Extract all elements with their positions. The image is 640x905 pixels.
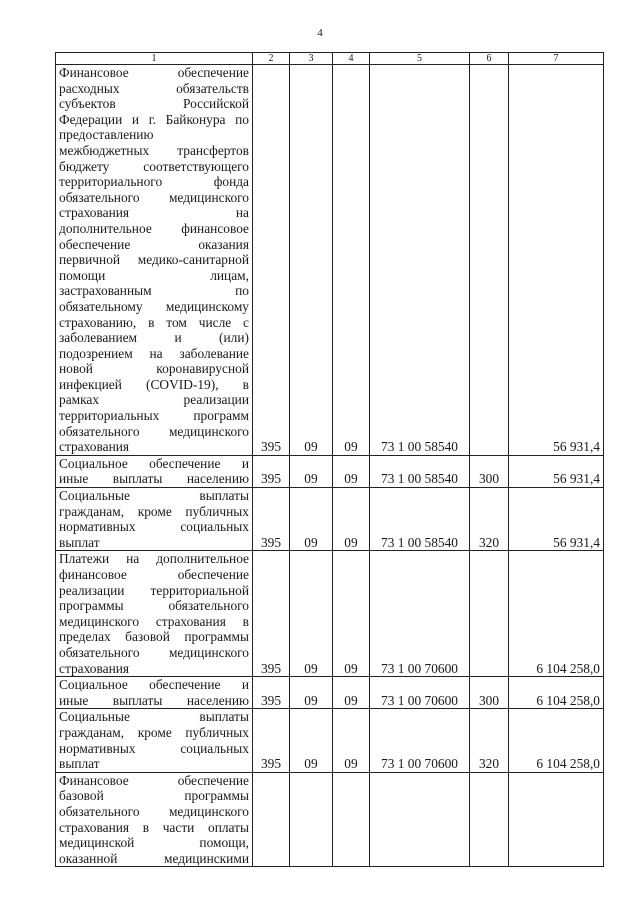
amount-cell: 56 931,4 bbox=[509, 455, 604, 487]
amount-cell bbox=[509, 772, 604, 867]
subsection-code-cell: 09 bbox=[333, 551, 370, 677]
description-line: нормативных социальных bbox=[59, 740, 249, 756]
target-article-cell: 73 1 00 58540 bbox=[370, 488, 470, 551]
admin-code-cell: 395 bbox=[253, 709, 290, 772]
description-line: выплат bbox=[59, 756, 100, 772]
description-line: медицинской помощи, bbox=[59, 835, 249, 851]
subsection-code-cell bbox=[333, 772, 370, 867]
description-line: страхования bbox=[59, 660, 130, 676]
target-article-cell: 73 1 00 70600 bbox=[370, 551, 470, 677]
description-line: новой коронавирусной bbox=[59, 361, 249, 377]
expense-type-cell: 300 bbox=[470, 677, 509, 709]
target-article-cell bbox=[370, 772, 470, 867]
target-article-cell: 73 1 00 70600 bbox=[370, 709, 470, 772]
column-header: 5 bbox=[370, 53, 470, 65]
table-row bbox=[56, 772, 604, 867]
description-line: страхования в части оплаты bbox=[59, 819, 249, 835]
admin-code-cell: 395 bbox=[253, 488, 290, 551]
admin-code-cell: 395 bbox=[253, 455, 290, 487]
description-line: Социальные выплаты bbox=[59, 488, 249, 504]
expense-type-cell bbox=[470, 772, 509, 867]
admin-code-cell: 395 bbox=[253, 677, 290, 709]
section-code-cell: 09 bbox=[290, 455, 333, 487]
description-line: территориального фонда bbox=[59, 174, 249, 190]
section-code-cell: 09 bbox=[290, 709, 333, 772]
description-line: программы обязательного bbox=[59, 598, 249, 614]
row-description bbox=[56, 551, 253, 677]
description-line: рамках реализации bbox=[59, 392, 249, 408]
table-row bbox=[56, 551, 604, 677]
row-description bbox=[56, 65, 253, 456]
description-line: дополнительное финансовое bbox=[59, 220, 249, 236]
target-article-cell: 73 1 00 58540 bbox=[370, 65, 470, 456]
admin-code-cell bbox=[253, 772, 290, 867]
description-line: Социальное обеспечение и bbox=[59, 677, 249, 693]
expense-type-cell: 320 bbox=[470, 488, 509, 551]
description-line: реализации территориальной bbox=[59, 582, 249, 598]
description-line: базовой программы bbox=[59, 788, 249, 804]
description-line: гражданам, кроме публичных bbox=[59, 724, 249, 740]
description-line: страхования bbox=[59, 439, 130, 455]
description-line: Социальное обеспечение и bbox=[59, 455, 249, 471]
description-line: Социальные выплаты bbox=[59, 709, 249, 725]
description-line: бюджету соответствующего bbox=[59, 158, 249, 174]
row-description bbox=[56, 488, 253, 551]
description-line: расходных обязательств bbox=[59, 80, 249, 96]
budget-table bbox=[55, 52, 604, 867]
amount-cell: 6 104 258,0 bbox=[509, 551, 604, 677]
target-article-cell: 73 1 00 58540 bbox=[370, 455, 470, 487]
row-description bbox=[56, 455, 253, 487]
description-line: страхованию, в том числе с bbox=[59, 314, 249, 330]
expense-type-cell bbox=[470, 65, 509, 456]
column-header: 2 bbox=[253, 53, 290, 65]
subsection-code-cell: 09 bbox=[333, 677, 370, 709]
target-article-cell: 73 1 00 70600 bbox=[370, 677, 470, 709]
description-line: заболеванием и (или) bbox=[59, 330, 249, 346]
description-line: первичной медико-санитарной bbox=[59, 252, 249, 268]
table-row bbox=[56, 709, 604, 772]
column-header: 4 bbox=[333, 53, 370, 65]
description-line: предоставлению bbox=[59, 127, 154, 143]
description-line: иные выплаты населению bbox=[59, 471, 249, 487]
description-line: медицинского страхования в bbox=[59, 613, 249, 629]
admin-code-cell: 395 bbox=[253, 551, 290, 677]
description-line: финансовое обеспечение bbox=[59, 567, 249, 582]
row-description bbox=[56, 709, 253, 772]
description-line: обязательного медицинского bbox=[59, 803, 249, 819]
subsection-code-cell: 09 bbox=[333, 455, 370, 487]
table-row bbox=[56, 455, 604, 487]
header-row bbox=[56, 53, 604, 65]
description-line: обязательного медицинского bbox=[59, 423, 249, 439]
description-line: подозрением на заболевание bbox=[59, 345, 249, 361]
row-description bbox=[56, 772, 253, 867]
expense-type-cell: 320 bbox=[470, 709, 509, 772]
section-code-cell: 09 bbox=[290, 488, 333, 551]
column-header: 7 bbox=[509, 53, 604, 65]
page-number: 4 bbox=[317, 27, 323, 39]
description-line: обязательному медицинскому bbox=[59, 298, 249, 314]
section-code-cell: 09 bbox=[290, 677, 333, 709]
subsection-code-cell: 09 bbox=[333, 65, 370, 456]
description-line: оказанной медицинскими bbox=[59, 850, 249, 866]
description-line: Федерации и г. Байконура по bbox=[59, 111, 249, 127]
expense-type-cell: 300 bbox=[470, 455, 509, 487]
description-line: Платежи на дополнительное bbox=[59, 551, 249, 567]
column-header: 1 bbox=[56, 53, 253, 65]
table-row bbox=[56, 677, 604, 709]
description-line: субъектов Российской bbox=[59, 96, 249, 112]
description-line: инфекцией (COVID-19), в bbox=[59, 376, 249, 392]
expense-type-cell bbox=[470, 551, 509, 677]
amount-cell: 56 931,4 bbox=[509, 65, 604, 456]
description-line: Финансовое обеспечение bbox=[59, 65, 249, 80]
amount-cell: 56 931,4 bbox=[509, 488, 604, 551]
description-line: обязательного медицинского bbox=[59, 644, 249, 660]
description-line: помощи лицам, bbox=[59, 267, 249, 283]
description-line: гражданам, кроме публичных bbox=[59, 503, 249, 519]
description-line: застрахованным по bbox=[59, 283, 249, 299]
description-line: межбюджетных трансфертов bbox=[59, 142, 249, 158]
description-line: территориальных программ bbox=[59, 408, 249, 424]
description-line: обязательного медицинского bbox=[59, 189, 249, 205]
section-code-cell: 09 bbox=[290, 551, 333, 677]
section-code-cell bbox=[290, 772, 333, 867]
subsection-code-cell: 09 bbox=[333, 488, 370, 551]
table-row bbox=[56, 65, 604, 456]
subsection-code-cell: 09 bbox=[333, 709, 370, 772]
table-row bbox=[56, 488, 604, 551]
description-line: пределах базовой программы bbox=[59, 629, 249, 645]
row-description bbox=[56, 677, 253, 709]
description-line: Финансовое обеспечение bbox=[59, 772, 249, 788]
section-code-cell: 09 bbox=[290, 65, 333, 456]
description-line: страхования на bbox=[59, 205, 249, 221]
amount-cell: 6 104 258,0 bbox=[509, 677, 604, 709]
admin-code-cell: 395 bbox=[253, 65, 290, 456]
column-header: 3 bbox=[290, 53, 333, 65]
description-line: нормативных социальных bbox=[59, 519, 249, 535]
description-line: обеспечение оказания bbox=[59, 236, 249, 252]
amount-cell: 6 104 258,0 bbox=[509, 709, 604, 772]
description-line: иные выплаты населению bbox=[59, 692, 249, 708]
column-header: 6 bbox=[470, 53, 509, 65]
description-line: выплат bbox=[59, 534, 100, 550]
